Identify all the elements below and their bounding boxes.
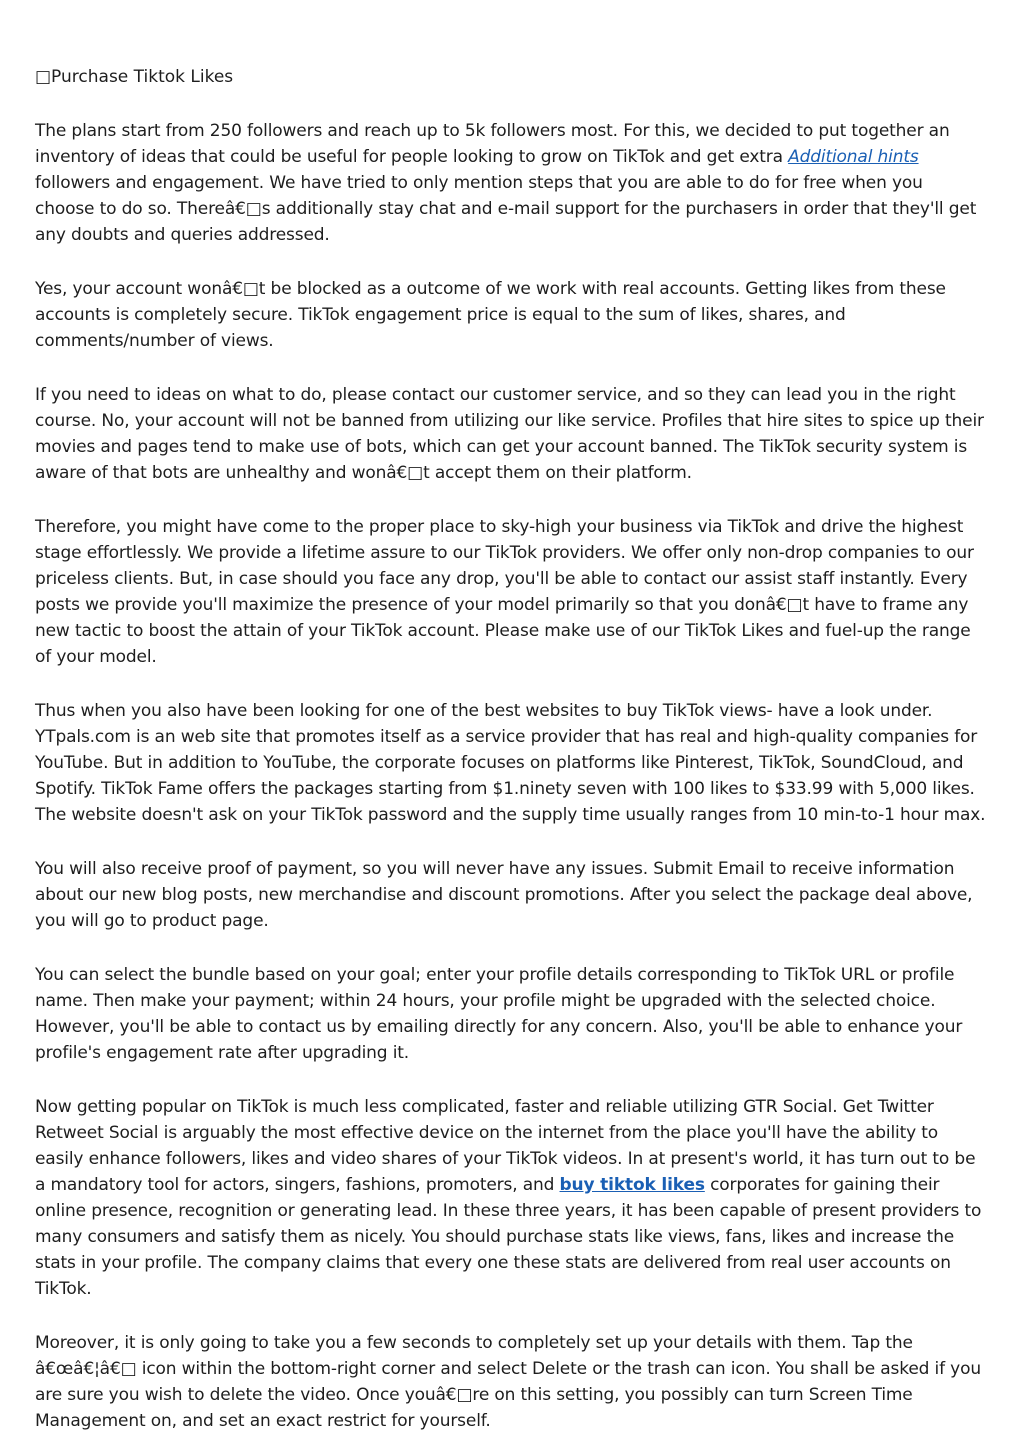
paragraph-2: Yes, your account wonâ€□t be blocked as a outcome of we work with real accounts. Getting likes from these accounts is completely secure. TikTok engagement price is equal to the sum of likes, shares, and comments/number of views. [35,279,946,351]
paragraph-3: If you need to ideas on what to do, please contact our customer service, and so they can lead you in the right course. No, your account will not be banned from utilizing our like service. Profiles that hire sites to spice up their movies and pages tend to make use of bots, which can get your account banned. The TikTok security system is aware of that bots are unhealthy and wonâ€□t accept them on their platform. [35,385,984,483]
paragraph-1-text-after: followers and engagement. We have tried to only mention steps that you are able to do for free when you choose to do so. Thereâ€□s additionally stay chat and e-mail support for the purchasers in order that they'll get any doubts and queries addressed. [35,173,977,245]
paragraph-7: You can select the bundle based on your goal; enter your profile details corresponding to TikTok URL or profile name. Then make your payment; within 24 hours, your profile might be upgraded with the selected choice. However, you'll be able to contact us by emailing directly for any concern. Also, you'll be able to enhance your profile's engagement rate after upgrading it. [35,965,963,1063]
paragraph-9: Moreover, it is only going to take you a few seconds to completely set up your details with them. Tap the â€œâ€¦â€□ icon within the bottom-right corner and select Delete or the trash can icon. You shall be asked if you are sure you wish to delete the video. Once youâ€□re on this setting, you possibly can turn Screen Time Management on, and set an exact restrict for yourself. [35,1333,981,1431]
paragraph-1-text-before: The plans start from 250 followers and reach up to 5k followers most. For this, we decided to put together an inventory of ideas that could be useful for people looking to grow on TikTok and get extra [35,121,950,167]
document-title: □Purchase Tiktok Likes [35,67,234,87]
buy-tiktok-likes-link[interactable]: buy tiktok likes [559,1175,705,1195]
paragraph-8-text-after: corporates for gaining their online presence, recognition or generating lead. In these three years, it has been capable of present providers to many consumers and satisfy them as nicely. You should purchase stats like views, fans, likes and increase the stats in your profile. The company claims that every one these stats are delivered from real user accounts on TikTok. [35,1175,982,1299]
paragraph-1 [35,118,986,248]
paragraph-4: Therefore, you might have come to the proper place to sky-high your business via TikTok and drive the highest stage effortlessly. We provide a lifetime assure to our TikTok providers. We offer only non-drop companies to our priceless clients. But, in case should you face any drop, you'll be able to contact our assist staff instantly. Every posts we provide you'll maximize the presence of your model primarily so that you donâ€□t have to frame any new tactic to boost the attain of your TikTok account. Please make use of our TikTok Likes and fuel-up the range of your model. [35,517,974,667]
additional-hints-link[interactable]: Additional hints [788,147,919,167]
paragraph-6: You will also receive proof of payment, so you will never have any issues. Submit Email to receive information about our new blog posts, new merchandise and discount promotions. After you select the package deal above, you will go to product page. [35,859,973,931]
paragraph-8-text-before: Now getting popular on TikTok is much less complicated, faster and reliable utilizing GTR Social. Get Twitter Retweet Social is arguably the most effective device on the internet from the place you'll have the ability to easily enhance followers, likes and video shares of your TikTok videos. In at present's world, it has turn out to be a mandatory tool for actors, singers, fashions, promoters, and [35,1097,976,1195]
paragraph-8 [35,1094,986,1302]
paragraph-5: Thus when you also have been looking for one of the best websites to buy TikTok views- have a look under. YTpals.com is an web site that promotes itself as a service provider that has real and high-quality companies for YouTube. But in addition to YouTube, the corporate focuses on platforms like Pinterest, TikTok, SoundCloud, and Spotify. TikTok Fame offers the packages starting from $1.ninety seven with 100 likes to $33.99 with 5,000 likes. The website doesn't ask on your TikTok password and the supply time usually ranges from 10 min-to-1 hour max. [35,701,986,825]
